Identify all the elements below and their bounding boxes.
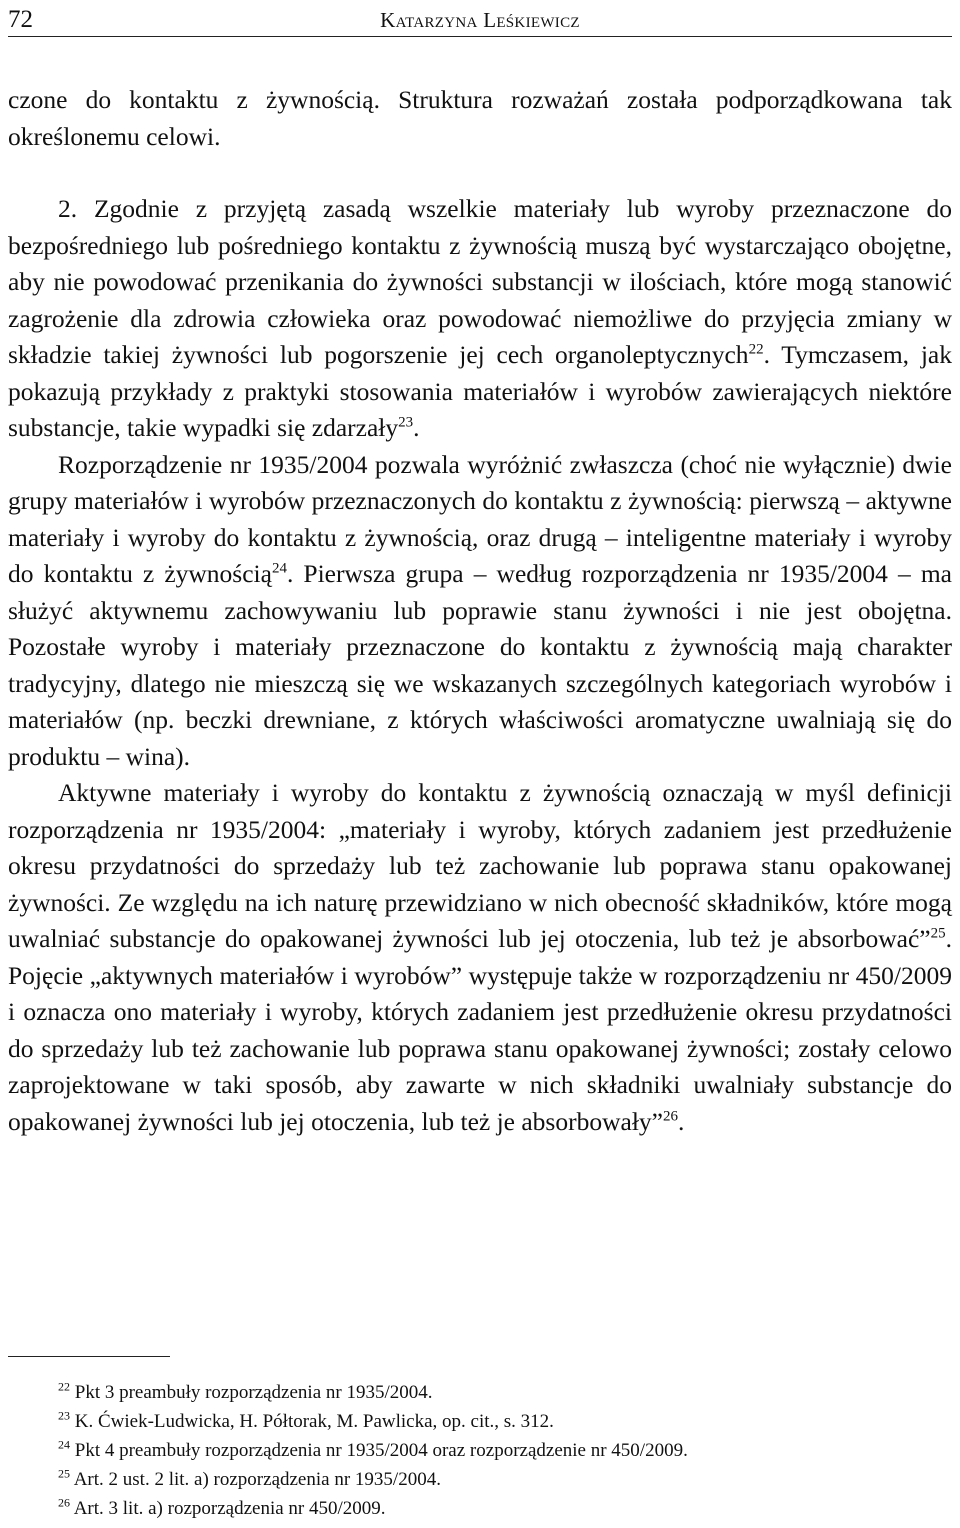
running-head-author: Katarzyna Leśkiewicz (380, 8, 580, 32)
paragraph-2-text-b: . Tymczasem, jak pokazują przykłady z praktyki stosowania materiałów i wyrobów zawierających niektóre substancje, takie wypadki się zdarzały (8, 340, 952, 442)
paragraph-3 (8, 447, 952, 776)
paragraph-1 (8, 82, 952, 155)
paragraph-1-text: czone do kontaktu z żywnością. Struktura rozważań została podporządkowana tak określonemu celowi. (8, 85, 952, 151)
footnote-ref-23[interactable]: 23 (398, 414, 414, 431)
paragraph-4 (8, 775, 952, 1140)
footnotes (58, 1378, 952, 1523)
paragraph-3-text-a: Rozporządzenie nr 1935/2004 pozwala wyróżnić zwłaszcza (choć nie wyłącznie) dwie grupy materiałów i wyrobów przeznaczonych do kontaktu z żywnością: pierwszą – aktywne materiały i wyroby do kontaktu z żywnością, oraz drugą – inteligentne materiały i wyroby do kontaktu z żywnością (8, 449, 952, 588)
page-number: 72 (8, 6, 33, 33)
paragraph-4-text-a: Aktywne materiały i wyroby do kontaktu z żywnością oznaczają w myśl definicji rozporządzenia nr 1935/2004: „materiały i wyroby, których zadaniem jest przedłużenie okresu przydatności do sprzedaży lub też zachowanie lub poprawa stanu opakowanej żywności. Ze względu na ich naturę przewidziano w nich obecność składników, które mogą uwalniać substancje do opakowanej żywności lub jej otoczenia, lub też je absorbować” (8, 778, 952, 953)
footnote-number: 24 (58, 1437, 70, 1452)
footnote-number: 26 (58, 1495, 70, 1510)
paragraph-2-text-a: 2. Zgodnie z przyjętą zasadą wszelkie materiały lub wyroby przeznaczone do bezpośredniego lub pośredniego kontaktu z żywnością muszą być wystarczająco obojętne, aby nie powodować przenikania do żywności substancji w ilościach, które mogą stanowić zagrożenie dla zdrowia człowieka oraz powodować niemożliwe do przyjęcia zmiany w składzie takiej żywności lub pogorszenie jej cech organoleptycznych (8, 194, 952, 369)
paragraph-4-text-b: . Pojęcie „aktywnych materiałów i wyrobów” występuje także w rozporządzeniu nr 450/2009 i oznacza ono materiały i wyroby, których zadaniem jest przedłużenie okresu przydatności do sprzedaży lub też zachowanie lub poprawa stanu opakowanej żywności; zostały celowo zaprojektowane w taki sposób, aby zawarte w nich składniki uwalniały substancje do opakowanej żywności lub jej otoczenia, lub też je absorbowały” (8, 924, 952, 1136)
footnote-25 (58, 1465, 952, 1494)
paragraph-2 (8, 191, 952, 447)
footnote-text: Pkt 4 preambuły rozporządzenia nr 1935/2004 oraz rozporządzenie nr 450/2009. (74, 1440, 688, 1461)
footnote-24 (58, 1436, 952, 1465)
paragraph-4-text-c: . (677, 1106, 685, 1136)
header-rule (8, 36, 952, 37)
footnote-ref-24[interactable]: 24 (271, 560, 287, 577)
page-header (8, 0, 952, 36)
footnote-number: 23 (58, 1408, 70, 1423)
paragraph-gap (8, 155, 952, 191)
footnote-26 (58, 1494, 952, 1523)
paragraph-2-text-c: . (413, 413, 420, 442)
footnote-23 (58, 1407, 952, 1436)
footnote-ref-22[interactable]: 22 (748, 341, 764, 358)
footnote-text: K. Ćwiek-Ludwicka, H. Półtorak, M. Pawlicka, op. cit., s. 312. (74, 1411, 554, 1432)
body-text (8, 82, 952, 1140)
footnote-ref-25[interactable]: 25 (930, 925, 946, 942)
footnote-text: Art. 3 lit. a) rozporządzenia nr 450/2009. (73, 1498, 386, 1519)
footnote-22 (58, 1378, 952, 1407)
footnote-separator (8, 1356, 170, 1357)
footnote-ref-26[interactable]: 26 (662, 1108, 678, 1124)
footnote-number: 25 (58, 1466, 70, 1481)
footnote-number: 22 (58, 1379, 70, 1394)
paragraph-3-text-b: . Pierwsza grupa – według rozporządzenia nr 1935/2004 – ma służyć aktywnemu zachowywaniu lub poprawie stanu żywności i nie jest obojętna. Pozostałe wyroby i materiały przeznaczone do kontaktu z żywnością mają charakter tradycyjny, dlatego nie mieszczą się we wskazanych szczególnych kategoriach wyrobów i materiałów (np. beczki drewniane, z których właściwości aromatyczne uwalniają się do produktu – wina). (8, 559, 952, 771)
footnote-text: Pkt 3 preambuły rozporządzenia nr 1935/2004. (74, 1382, 433, 1403)
footnote-text: Art. 2 ust. 2 lit. a) rozporządzenia nr 1935/2004. (73, 1469, 441, 1490)
